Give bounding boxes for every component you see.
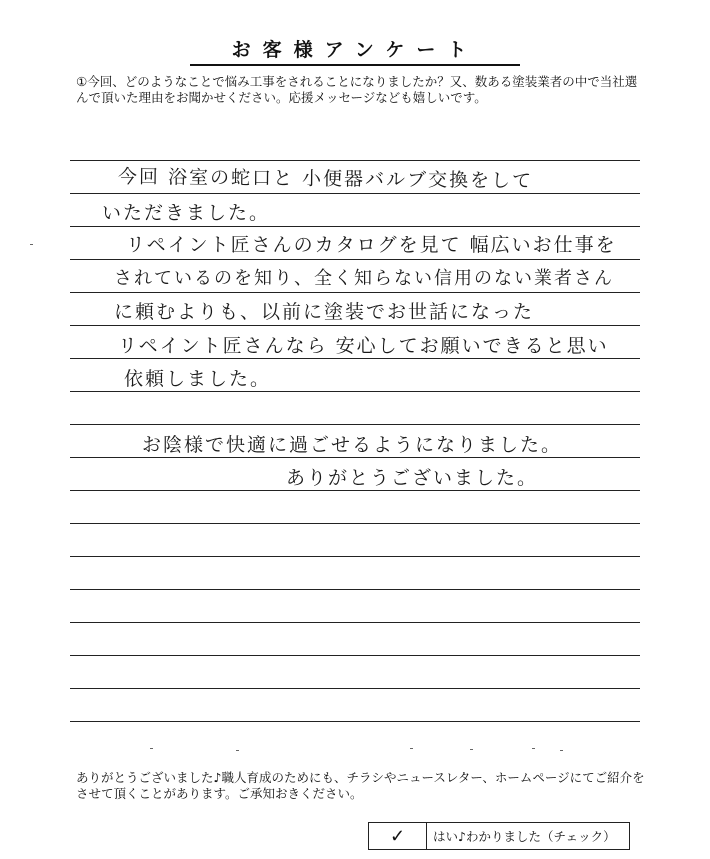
ruled-line <box>70 589 640 590</box>
handwritten-answer-line: リペイント匠さんのカタログを見て 幅広いお仕事を <box>126 234 617 256</box>
consent-checkbox[interactable] <box>369 823 427 849</box>
scan-speck <box>236 750 239 751</box>
handwritten-answer-line: されているのを知り、全く知らない信用のない業者さん <box>114 268 614 289</box>
check-mark-icon: ✓ <box>389 825 406 847</box>
footer-note: ありがとうございました♪職人育成のためにも、チラシやニュースレター、ホームページにてご紹介をさせて頂くことがあります。ご承知おきください。 <box>76 770 645 801</box>
ruled-line <box>70 457 640 458</box>
ruled-line <box>70 325 640 326</box>
scan-speck <box>560 750 563 751</box>
survey-title: お客様アンケート <box>190 35 520 66</box>
handwritten-answer-line: 依頼しました。 <box>124 368 272 390</box>
handwritten-answer-line: に頼むよりも、以前に塗装でお世話になった <box>114 301 535 323</box>
ruled-line <box>70 622 640 623</box>
ruled-line <box>70 490 640 491</box>
ruled-line <box>70 688 640 689</box>
scan-speck <box>30 244 33 245</box>
handwritten-answer-line: ありがとうございました。 <box>286 467 539 489</box>
ruled-line <box>70 523 640 524</box>
scan-speck <box>532 748 535 749</box>
consent-checkbox-row[interactable] <box>368 822 630 850</box>
ruled-line <box>70 391 640 392</box>
ruled-line <box>70 721 640 722</box>
ruled-line <box>70 556 640 557</box>
ruled-line <box>70 259 640 260</box>
ruled-line <box>70 424 640 425</box>
scan-speck <box>410 748 413 749</box>
scan-speck <box>470 749 473 750</box>
scan-speck <box>150 748 153 749</box>
ruled-line <box>70 655 640 656</box>
handwritten-answer-line: いただきました。 <box>102 202 271 224</box>
ruled-line <box>70 226 640 227</box>
ruled-line <box>70 160 640 161</box>
ruled-line <box>70 292 640 293</box>
survey-question: ①今回、どのようなことで悩み工事をされることになりましたか？又、数ある塗装業者の中で当社選んで頂いた理由をお聞かせください。応援メッセージなども嬉しいです。 <box>76 74 638 105</box>
handwritten-answer-line: リペイント匠さんなら 安心してお願いできると思い <box>118 335 609 357</box>
consent-label: はい♪わかりました（チェック） <box>433 829 616 844</box>
handwritten-answer-line: お陰様で快適に過ごせるようになりました。 <box>142 434 563 456</box>
ruled-line <box>70 193 640 194</box>
ruled-line <box>70 358 640 359</box>
handwritten-answer-line: 今回 浴室の蛇口と 小便器バルブ交換をして <box>117 165 534 193</box>
